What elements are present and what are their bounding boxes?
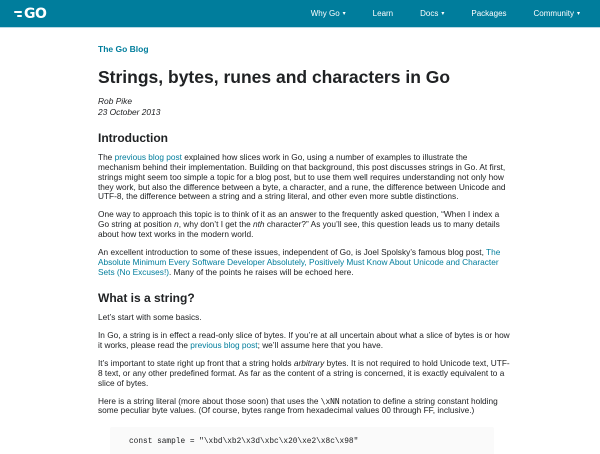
- paragraph: [98, 331, 510, 351]
- text-run: The: [98, 152, 115, 162]
- text-run: Here is a string literal (more about those soon) that uses the: [98, 395, 321, 406]
- nav-item-learn[interactable]: [373, 9, 393, 18]
- text-run: character?” As you’ll see, this question leads us to many details about how text works in the modern world.: [98, 219, 500, 240]
- text-run: One way to approach this topic is to think of it as an answer to the frequently asked question, “When I index a Go string at position: [98, 209, 500, 230]
- section-heading-introduction: Introduction: [98, 131, 168, 145]
- article-content: [98, 28, 510, 454]
- nav-item-label: Learn: [372, 9, 394, 18]
- nav-item-label: Packages: [471, 9, 507, 18]
- nav-item-why-go[interactable]: [311, 9, 346, 18]
- paragraph: [98, 210, 510, 240]
- go-logo[interactable]: [14, 6, 46, 22]
- code-block: [110, 427, 494, 454]
- previous-blog-post-link[interactable]: previous blog post: [114, 152, 182, 162]
- paragraph: Let’s start with some basics.: [98, 312, 202, 323]
- inline-code: \xNN: [320, 396, 340, 406]
- text-run: It’s important to state right up front that a string holds: [98, 358, 294, 369]
- nav-item-label: Community: [533, 9, 574, 18]
- nav-item-label: Why Go: [310, 9, 340, 18]
- byline: [98, 96, 510, 117]
- text-run: An excellent introduction to some of these issues, independent of Go, is Joel Spolsky’s famous blog post,: [98, 246, 487, 257]
- text-run: bytes. It is not required to hold Unicode text, UTF-8 text, or any other predefined format. As far as the content of a string is concerned, it is exactly equivalent to a slice of bytes.: [98, 358, 510, 388]
- main-nav: [311, 9, 580, 18]
- text-run: ; we’ll assume here that you have.: [257, 340, 384, 351]
- paragraph: [98, 153, 510, 202]
- paragraph: [98, 359, 510, 389]
- go-logo-text: GO: [24, 5, 47, 22]
- italic-text: n: [174, 219, 179, 230]
- go-blog-link[interactable]: The Go Blog: [98, 44, 149, 54]
- italic-text: arbitrary: [293, 358, 325, 369]
- text-run: . Many of the points he raises will be echoed here.: [169, 266, 354, 277]
- previous-blog-post-link[interactable]: previous blog post: [190, 340, 258, 351]
- chevron-down-icon: ▾: [576, 11, 580, 17]
- section-heading-what-is-a-string: What is a string?: [98, 291, 195, 306]
- text-run: , why don’t I get the: [178, 219, 253, 230]
- text-run: notation to define a string constant holding some peculiar byte values. (Of course, bytes range from hexadecimal values 00 through FF, inclusive.): [98, 395, 498, 416]
- go-logo-speed-lines-icon: [14, 11, 22, 17]
- publish-date: 23 October 2013: [98, 106, 161, 117]
- spolsky-unicode-article-link[interactable]: The Absolute Minimum Every Software Developer Absolutely, Positively Must Know About Unicode and Character Sets (No Excuses!): [98, 246, 501, 277]
- page-title: Strings, bytes, runes and characters in Go: [98, 67, 451, 87]
- chevron-down-icon: ▾: [441, 11, 445, 17]
- nav-item-community[interactable]: [534, 9, 580, 18]
- code-block-text: const sample = "\xbd\xb2\x3d\xbc\x20\xe2\x8c\x98": [129, 438, 359, 447]
- chevron-down-icon: ▾: [342, 11, 346, 17]
- italic-text: nth: [253, 219, 265, 230]
- nav-item-docs[interactable]: [420, 9, 444, 18]
- author-name: Rob Pike: [98, 96, 132, 106]
- paragraph: [98, 248, 510, 278]
- text-run: In Go, a string is in effect a read-only slice of bytes. If you’re at all uncertain about what a slice of bytes is or how it works, please read the: [98, 330, 510, 351]
- site-header: [0, 0, 600, 28]
- nav-item-packages[interactable]: [471, 9, 506, 18]
- text-run: explained how slices work in Go, using a number of examples to illustrate the mechanism behind their implementation. Building on that background, this post discusses strings in Go. At first, strings might seem too simple a topic for a blog post, but to use them well requires understanding not only how they work, but also the difference between a byte, a character, and a rune, the difference between Unicode and UTF-8, the difference between a string and a string literal, and other even more subtle distinctions.: [98, 152, 506, 202]
- nav-item-label: Docs: [420, 9, 439, 18]
- paragraph: [98, 397, 510, 417]
